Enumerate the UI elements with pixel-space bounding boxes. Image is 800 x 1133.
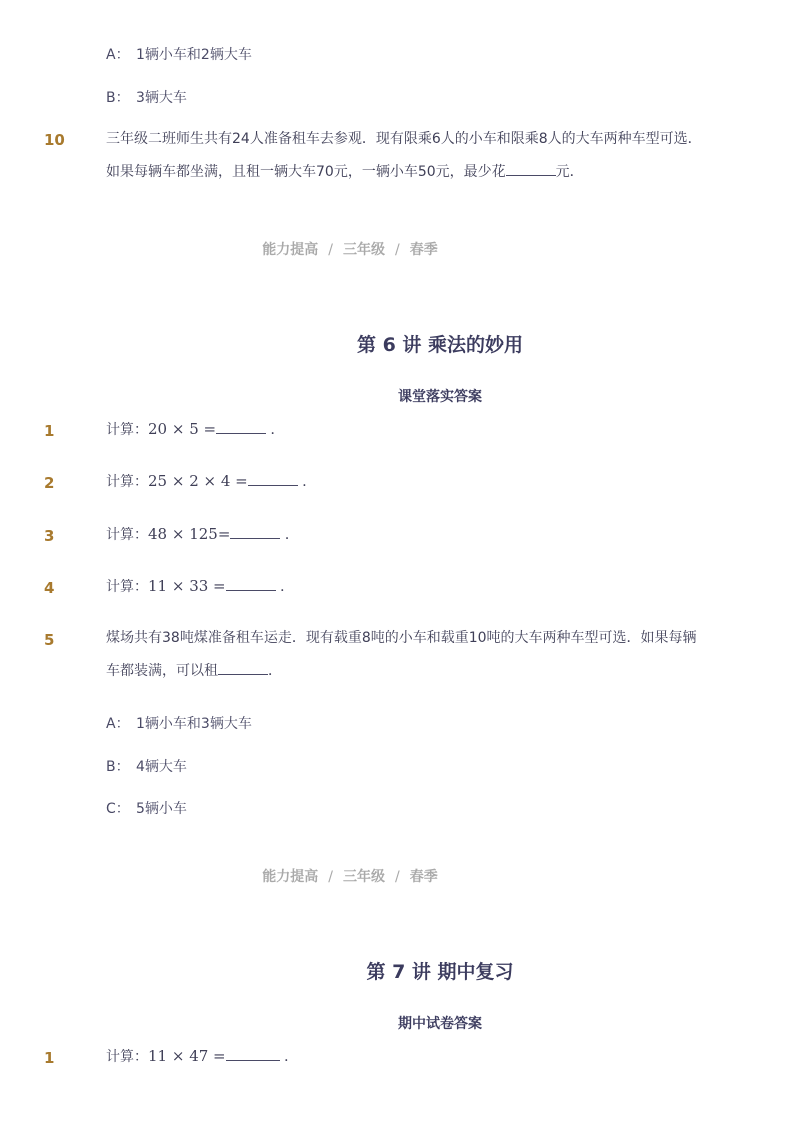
breadcrumb-term: 春季	[409, 242, 438, 258]
answer-blank	[216, 419, 266, 434]
math-expression: 11 × 47 =	[148, 1047, 226, 1065]
option-label: B：	[106, 759, 130, 775]
question-number: 4	[44, 579, 55, 597]
math-expression: 48 × 125=	[148, 525, 231, 543]
question-prefix: 计算：	[106, 1049, 148, 1065]
question-number: 5	[44, 631, 55, 649]
question-text	[106, 413, 726, 447]
breadcrumb-separator: /	[328, 869, 333, 885]
lecture-title: 第 6 讲 乘法的妙用	[356, 334, 524, 356]
math-expression: 25 × 2 × 4 =	[148, 472, 248, 490]
question-text-part: 元．	[555, 164, 584, 180]
option-b	[106, 758, 187, 776]
answer-blank	[248, 471, 298, 486]
answer-blank	[230, 524, 280, 539]
question-suffix: ．	[284, 527, 299, 543]
question-suffix: ．	[270, 422, 285, 438]
question-text-part: 如果每辆车都坐满，且租一辆大车70元，一辆小车50元，最少花	[106, 164, 506, 180]
breadcrumb-course: 能力提高	[262, 242, 319, 258]
option-a	[106, 715, 252, 733]
breadcrumb	[0, 241, 700, 259]
option-b	[106, 89, 187, 107]
math-expression: 11 × 33 =	[148, 577, 226, 595]
option-text: 1辆小车和3辆大车	[136, 716, 252, 732]
option-label: A：	[106, 47, 130, 63]
question-number: 1	[44, 422, 55, 440]
question-text	[106, 1040, 726, 1074]
breadcrumb-grade: 三年级	[343, 869, 385, 885]
question-10-text	[106, 123, 726, 189]
option-a	[106, 46, 252, 64]
question-line-2	[106, 655, 726, 688]
question-suffix: ．	[280, 579, 295, 595]
question-text	[106, 518, 726, 552]
question-number: 2	[44, 474, 55, 492]
question-text	[106, 570, 726, 604]
question-prefix: 计算：	[106, 527, 148, 543]
option-label: C：	[106, 801, 130, 817]
question-number: 10	[44, 131, 65, 149]
math-expression: 20 × 5 =	[148, 420, 217, 438]
section-title: 期中试卷答案	[398, 1016, 482, 1032]
question-suffix: ．	[302, 474, 317, 490]
option-text: 4辆大车	[136, 759, 187, 775]
answer-blank	[226, 1046, 280, 1061]
question-prefix: 计算：	[106, 474, 148, 490]
breadcrumb-separator: /	[328, 242, 333, 258]
question-line: 煤场共有38吨煤准备租车运走．现有载重8吨的小车和载重10吨的大车两种车型可选．如果每辆	[106, 630, 697, 646]
breadcrumb-separator: /	[395, 242, 400, 258]
option-text: 3辆大车	[136, 90, 187, 106]
breadcrumb-grade: 三年级	[343, 242, 385, 258]
breadcrumb-separator: /	[395, 869, 400, 885]
option-c	[106, 800, 187, 818]
question-prefix: 计算：	[106, 422, 148, 438]
option-label: A：	[106, 716, 130, 732]
option-label: B：	[106, 90, 130, 106]
breadcrumb-term: 春季	[409, 869, 438, 885]
option-text: 5辆小车	[136, 801, 187, 817]
breadcrumb	[0, 868, 700, 886]
question-suffix: ．	[284, 1049, 299, 1065]
question-text	[106, 465, 726, 499]
option-text: 1辆小车和2辆大车	[136, 47, 252, 63]
answer-blank	[218, 660, 268, 675]
question-line: 三年级二班师生共有24人准备租车去参观．现有限乘6人的小车和限乘8人的大车两种车型可选．	[106, 131, 702, 147]
breadcrumb-course: 能力提高	[262, 869, 319, 885]
answer-blank	[226, 576, 276, 591]
question-number: 3	[44, 527, 55, 545]
question-number: 1	[44, 1049, 55, 1067]
question-text-part: 车都装满，可以租	[106, 663, 218, 679]
answer-blank	[506, 161, 556, 176]
question-5-text	[106, 622, 726, 688]
question-text-part: ．	[268, 663, 282, 679]
question-prefix: 计算：	[106, 579, 148, 595]
question-line-2	[106, 156, 726, 189]
lecture-title: 第 7 讲 期中复习	[366, 961, 514, 983]
section-title: 课堂落实答案	[398, 389, 482, 405]
